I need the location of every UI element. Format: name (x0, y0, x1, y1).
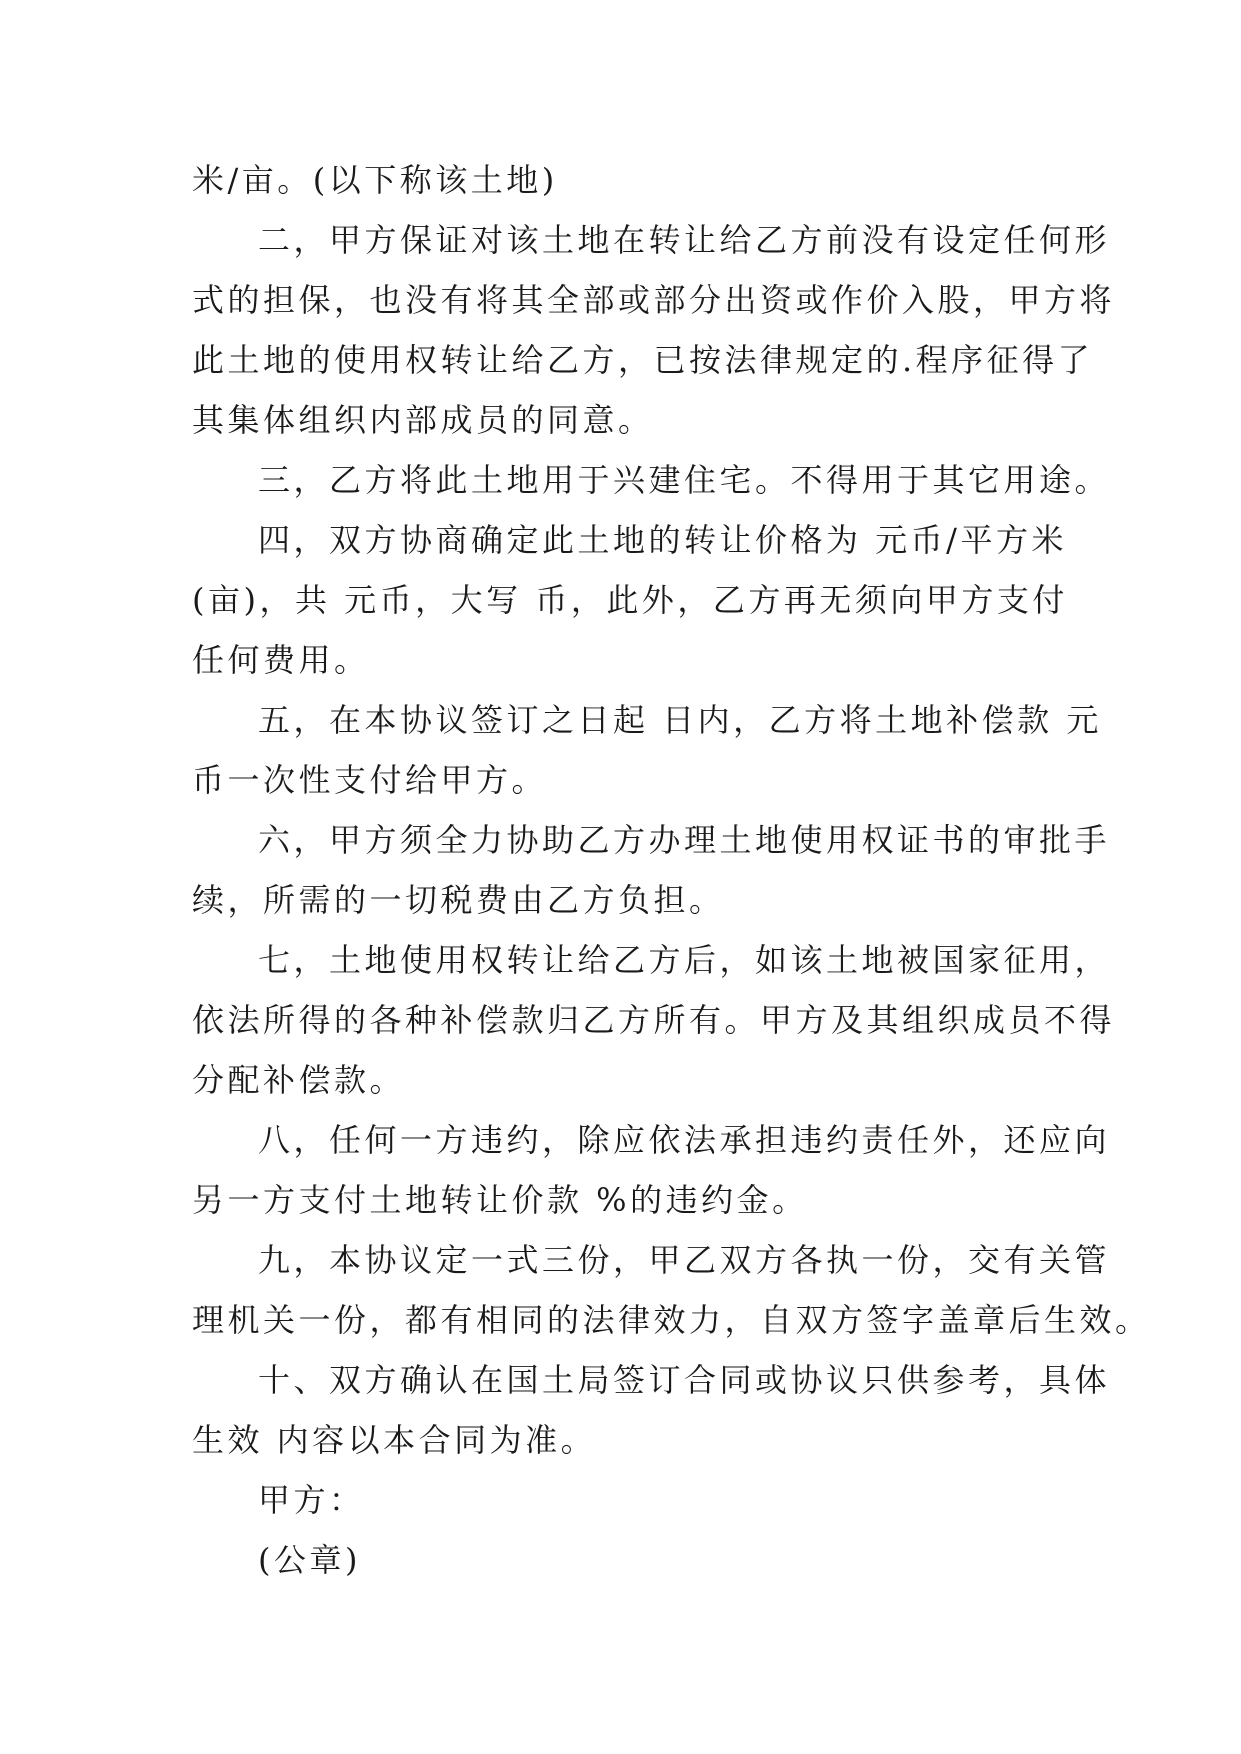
text-line: 任何费用。 (192, 641, 370, 679)
party-a-label: 甲方： (258, 1481, 365, 1519)
clause-10: 十、双方确认在国土局签订合同或协议只供参考，具体 (258, 1361, 1111, 1399)
document-body (192, 160, 1151, 1600)
text-line: 米/亩。(以下称该土地) (192, 161, 558, 199)
text-line: 式的担保，也没有将其全部或部分出资或作价入股，甲方将 (192, 281, 1116, 319)
clause-6: 六，甲方须全力协助乙方办理土地使用权证书的审批手 (258, 821, 1111, 859)
text-line: 续，所需的一切税费由乙方负担。 (192, 881, 725, 919)
text-line: 其集体组织内部成员的同意。 (192, 401, 654, 439)
clause-2: 二，甲方保证对该土地在转让给乙方前没有设定任何形 (258, 221, 1111, 259)
text-line: 另一方支付土地转让价款 %的违约金。 (192, 1181, 808, 1219)
clause-5: 五，在本协议签订之日起 日内，乙方将土地补偿款 元 (258, 701, 1102, 739)
text-line: 理机关一份，都有相同的法律效力，自双方签字盖章后生效。 (192, 1301, 1151, 1339)
text-line: 生效 内容以本合同为准。 (192, 1421, 597, 1459)
clause-9: 九，本协议定一式三份，甲乙双方各执一份，交有关管 (258, 1241, 1111, 1279)
text-line: 币一次性支付给甲方。 (192, 761, 548, 799)
official-seal-label: (公章) (258, 1541, 361, 1579)
text-line: 此土地的使用权转让给乙方，已按法律规定的.程序征得了 (192, 341, 1094, 379)
text-line: 分配补偿款。 (192, 1061, 406, 1099)
clause-4: 四，双方协商确定此土地的转让价格为 元币/平方米 (258, 521, 1067, 559)
clause-7: 七，土地使用权转让给乙方后，如该土地被国家征用， (258, 941, 1111, 979)
clause-3: 三，乙方将此土地用于兴建住宅。不得用于其它用途。 (258, 461, 1111, 499)
text-line: (亩)，共 元币，大写 币，此外，乙方再无须向甲方支付 (192, 581, 1068, 619)
clause-8: 八，任何一方违约，除应依法承担违约责任外，还应向 (258, 1121, 1111, 1159)
text-line: 依法所得的各种补偿款归乙方所有。甲方及其组织成员不得 (192, 1001, 1116, 1039)
